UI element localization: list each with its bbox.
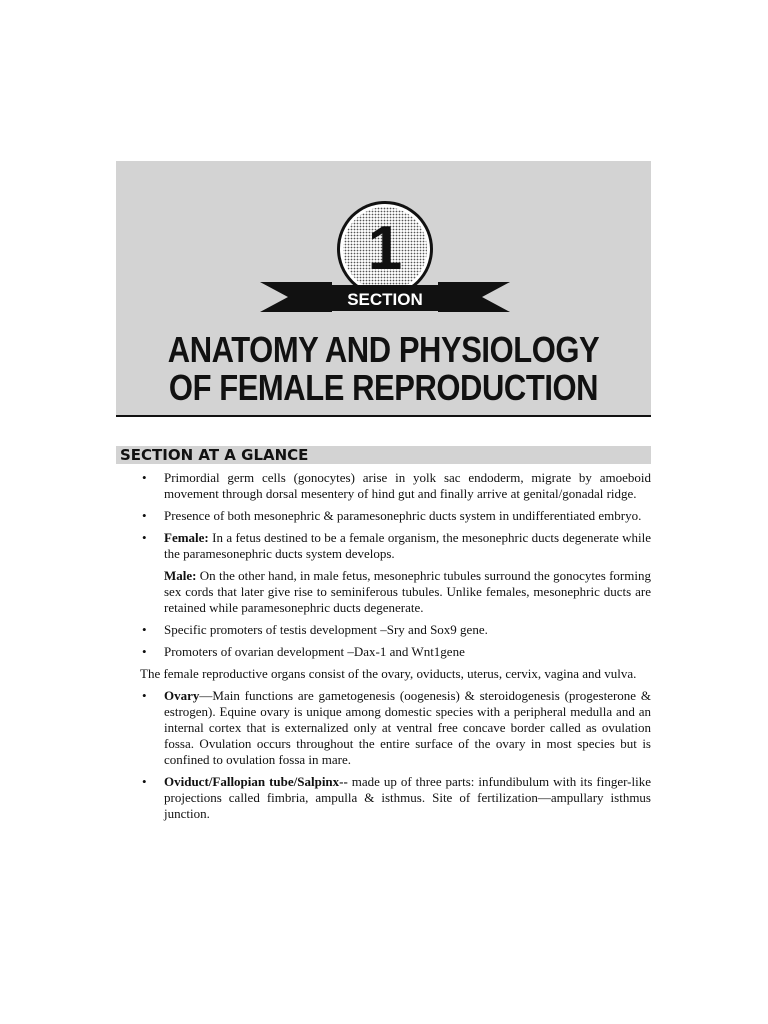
section-at-a-glance-bar <box>116 446 651 464</box>
title-line-2: OF FEMALE REPRODUCTION <box>168 367 599 408</box>
bullet-text: Presence of both mesonephric & paramesonephric ducts system in undifferentiated embryo. <box>164 508 642 523</box>
paragraph: The female reproductive organs consist of the ovary, oviducts, uterus, cervix, vagina and vulva. <box>140 666 637 681</box>
male-text: On the other hand, in male fetus, mesonephric tubules surround the gonocytes forming sex cords that later give rise to seminiferous tubules. Unlike females, mesonephric ducts are retained while paramesonephric ducts degenerate. <box>164 568 651 615</box>
list-item <box>116 774 651 822</box>
section-number: 1 <box>367 214 403 283</box>
section-at-a-glance-heading: SECTION AT A GLANCE <box>120 446 309 464</box>
section-header <box>116 161 651 417</box>
bullet-icon: • <box>142 508 147 523</box>
list-item <box>116 644 651 660</box>
bullet-icon: • <box>142 774 147 789</box>
list-item <box>116 470 651 502</box>
bullet-icon: • <box>142 622 147 637</box>
term-oviduct: Oviduct/Fallopian tube/Salpinx-- <box>164 774 348 789</box>
list-item <box>116 530 651 562</box>
chapter-title <box>153 331 613 407</box>
bullet-text: In a fetus destined to be a female organism, the mesonephric ducts degenerate while the paramesonephric ducts system develops. <box>164 530 651 561</box>
bullet-text: made up of three parts: infundibulum with its finger-like projections called fimbria, ampulla & isthmus. Site of fertilization—ampullary isthmus junction. <box>164 774 651 821</box>
bullet-icon: • <box>142 688 147 703</box>
title-line-1: ANATOMY AND PHYSIOLOGY <box>167 329 600 370</box>
list-item <box>116 508 651 524</box>
term-male: Male: <box>164 568 197 583</box>
bullet-text: —Main functions are gametogenesis (oogenesis) & steroidogenesis (progesterone & estrogen). Equine ovary is unique among domestic species with a peripheral medulla and an internal cortex that is externalized only at ventral free concave border called as ovulation fossa. Ovulation occurs throughout the entire surface of the ovary in most species but is confined to ovulation fossa in mare. <box>164 688 651 767</box>
bullet-icon: • <box>142 470 147 485</box>
bullet-icon: • <box>142 644 147 659</box>
term-ovary: Ovary <box>164 688 200 703</box>
section-label: SECTION <box>347 290 423 309</box>
bullet-icon: • <box>142 530 147 545</box>
term-female: Female: <box>164 530 209 545</box>
male-paragraph <box>116 568 651 616</box>
list-item <box>116 688 651 768</box>
list-item <box>116 622 651 638</box>
bullet-text: Promoters of ovarian development –Dax-1 and Wnt1gene <box>164 644 465 659</box>
section-emblem-icon <box>260 201 510 321</box>
bullet-text: Primordial germ cells (gonocytes) arise in yolk sac endoderm, migrate by amoeboid movement through dorsal mesentery of hind gut and finally arrive at genital/gonadal ridge. <box>164 470 651 501</box>
body-text <box>116 470 651 828</box>
bullet-text: Specific promoters of testis development –Sry and Sox9 gene. <box>164 622 488 637</box>
